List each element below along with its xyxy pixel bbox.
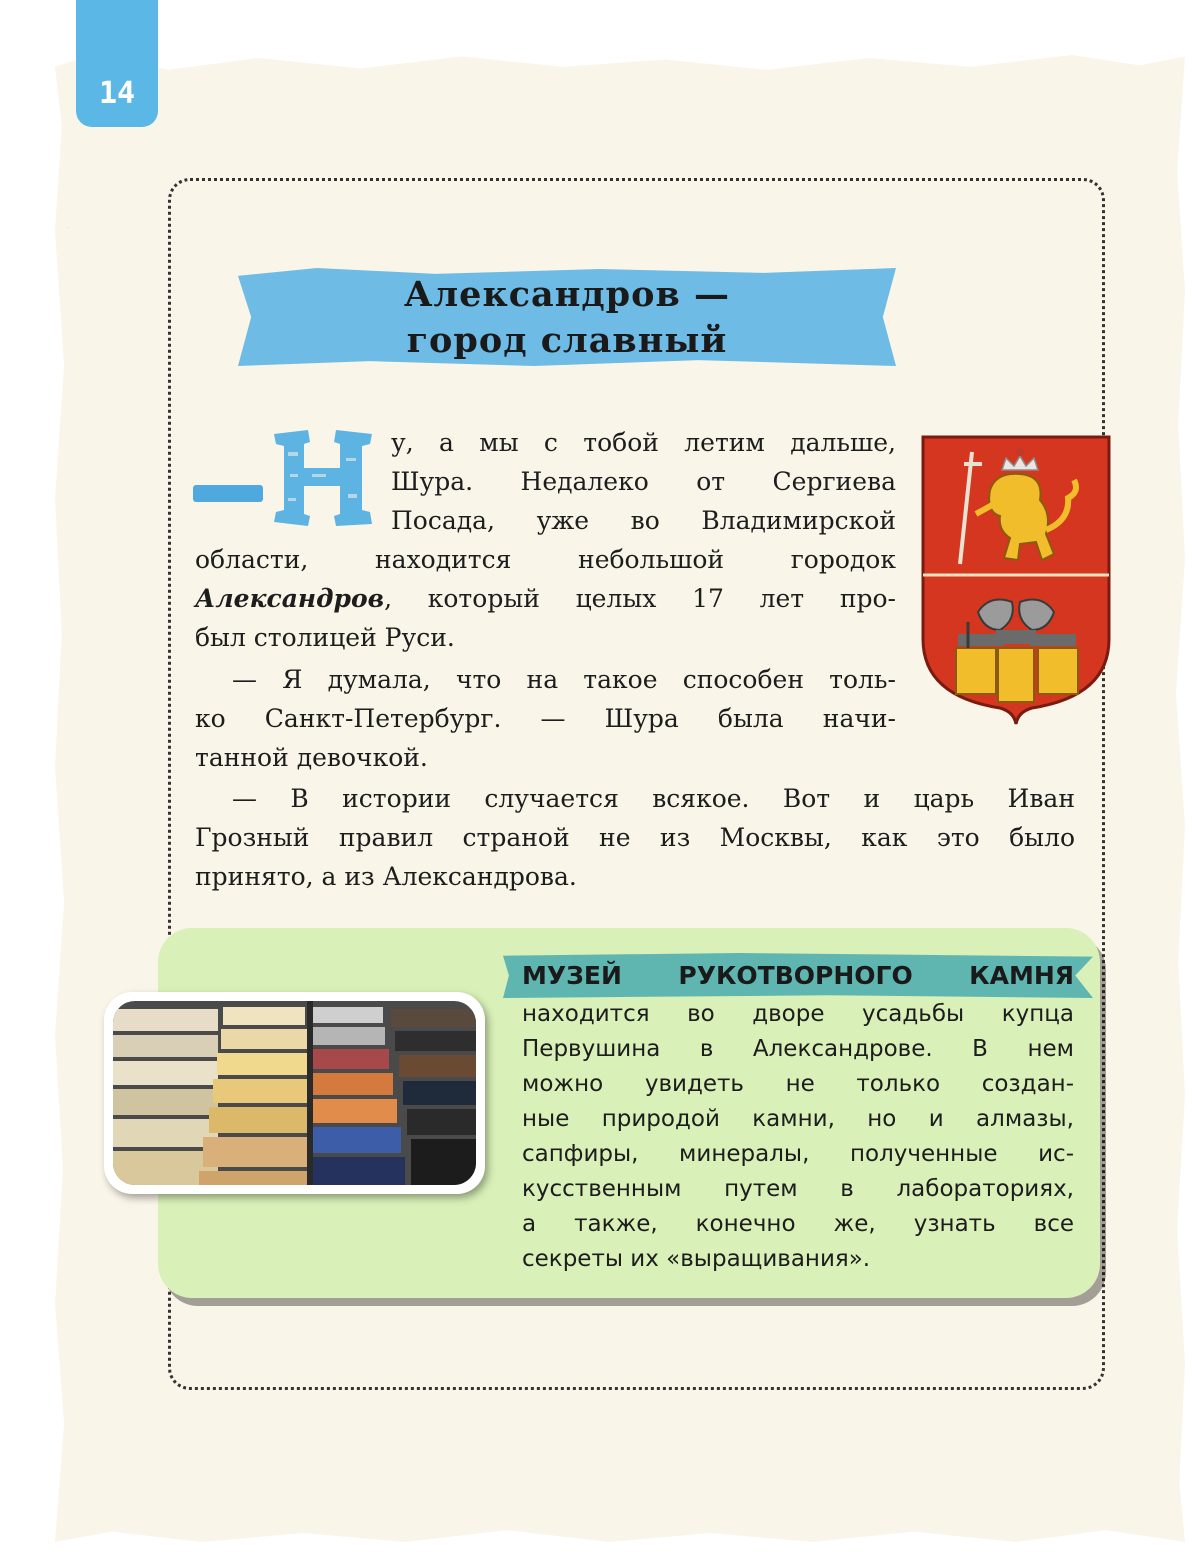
svg-text:Н: Н bbox=[68, 228, 69, 229]
paragraph2-line1: — Я думала, что на такое способен толь- bbox=[232, 665, 896, 694]
museum-line5: сапфиры, минералы, полученные ис- bbox=[522, 1141, 1074, 1167]
page-number: 14 bbox=[98, 76, 136, 111]
museum-line3: можно увидеть не только создан- bbox=[522, 1071, 1074, 1097]
alexandrov-coat-of-arms-icon bbox=[920, 434, 1112, 726]
museum-line2: Первушина в Александрове. В нем bbox=[522, 1036, 1074, 1062]
drop-cap-letter bbox=[68, 228, 380, 528]
city-name-italic: Александров bbox=[195, 584, 385, 613]
paragraph3-line3: принято, а из Александрова. bbox=[195, 862, 577, 891]
paragraph1-line5 bbox=[195, 579, 896, 618]
page-number-tab bbox=[76, 0, 158, 127]
page-title bbox=[238, 272, 896, 364]
artificial-stone-samples-photo bbox=[104, 992, 485, 1194]
paragraph1-line1: у, а мы с тобой летим дальше, bbox=[391, 428, 896, 457]
museum-line7: а также, конечно же, узнать все bbox=[522, 1211, 1074, 1237]
page-title-line2: город славный bbox=[406, 320, 728, 361]
museum-line1: находится во дворе усадьбы купца bbox=[522, 1001, 1074, 1027]
paragraph2-line2: ко Санкт-Петербург. — Шура была начи- bbox=[195, 704, 896, 733]
museum-line6: кусственным путем в лабораториях, bbox=[522, 1176, 1074, 1202]
paragraph1-line5-rest: , который целых 17 лет про- bbox=[384, 584, 896, 613]
museum-line4: ные природой камни, но и алмазы, bbox=[522, 1106, 1074, 1132]
paragraph1-line6: был столицей Руси. bbox=[195, 623, 455, 652]
page-title-line1: Александров — bbox=[404, 274, 730, 315]
drop-cap-dash bbox=[193, 485, 263, 502]
paragraph3-line1: — В истории случается всякое. Вот и царь Иван bbox=[232, 784, 1075, 813]
museum-title: МУЗЕЙ РУКОТВОРНОГО КАМНЯ bbox=[522, 961, 1074, 990]
museum-line8: секреты их «выращивания». bbox=[522, 1246, 871, 1272]
paragraph1-line2: Шура. Недалеко от Сергиева bbox=[391, 467, 896, 496]
paragraph2-line3: танной девочкой. bbox=[195, 743, 428, 772]
paragraph3-line2: Грозный правил страной не из Москвы, как это было bbox=[195, 823, 1075, 852]
paragraph1-line4: области, находится небольшой городок bbox=[195, 545, 896, 574]
paragraph1-line3: Посада, уже во Владимирской bbox=[391, 506, 896, 535]
